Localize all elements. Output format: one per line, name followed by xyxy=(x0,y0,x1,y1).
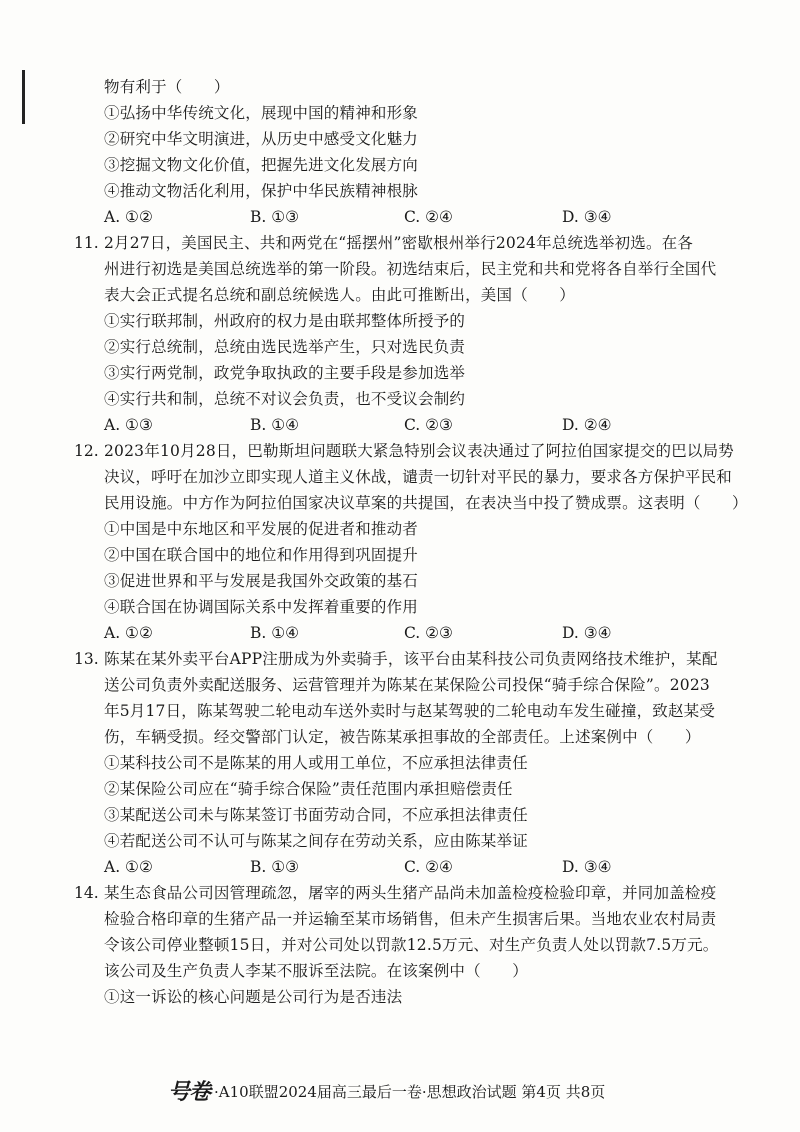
q12-item-3: ③促进世界和平与发展是我国外交政策的基石 xyxy=(104,572,419,590)
q14-stem-4: 该公司及生产负责人李某不服诉至法院。在该案例中（ ） xyxy=(104,962,528,980)
q13-stem-1: 陈某在某外卖平台APP注册成为外卖骑手，该平台由某科技公司负责网络技术维护，某配 xyxy=(104,650,718,668)
q10-item-2: ②研究中华文明演进，从历史中感受文化魅力 xyxy=(104,130,419,148)
q12-option-a: A. ①② xyxy=(104,624,153,642)
q10-option-a: A. ①② xyxy=(104,208,153,226)
q11-item-3: ③实行两党制，政党争取执政的主要手段是参加选举 xyxy=(104,364,466,382)
q13-item-4: ④若配送公司不认可与陈某之间存在劳动关系，应由陈某举证 xyxy=(104,832,528,850)
q12-stem-3: 民用设施。中方作为阿拉伯国家决议草案的共提国，在表决当中投了赞成票。这表明（ ） xyxy=(104,494,748,512)
q13-item-1: ①某科技公司不是陈某的用人或用工单位，不应承担法律责任 xyxy=(104,754,528,772)
q13-stem-4: 伤，车辆受损。经交警部门认定，被告陈某承担事故的全部责任。上述案例中（ ） xyxy=(104,728,701,746)
q12-stem-1: 2023年10月28日，巴勒斯坦问题联大紧急特别会议表决通过了阿拉伯国家提交的巴以局势 xyxy=(104,442,734,460)
q12-item-4: ④联合国在协调国际关系中发挥着重要的作用 xyxy=(104,598,419,616)
q13-option-d: D. ③④ xyxy=(562,858,612,876)
q14-number: 14. xyxy=(74,884,99,902)
q12-stem-2: 决议，呼吁在加沙立即实现人道主义休战，谴责一切针对平民的暴力，要求各方保护平民和 xyxy=(104,468,733,486)
q13-stem-2: 送公司负责外卖配送服务、运营管理并为陈某在某保险公司投保“骑手综合保险”。2023 xyxy=(104,676,710,694)
q11-item-4: ④实行共和制，总统不对议会负责，也不受议会制约 xyxy=(104,390,466,408)
q11-stem-3: 表大会正式提名总统和副总统候选人。由此可推断出，美国（ ） xyxy=(104,286,576,304)
q11-item-2: ②实行总统制，总统由选民选举产生，只对选民负责 xyxy=(104,338,466,356)
q11-stem-1: 2月27日，美国民主、共和两党在“摇摆州”密歇根州举行2024年总统选举初选。在各 xyxy=(104,234,694,252)
q12-option-b: B. ①④ xyxy=(250,624,300,642)
q10-item-3: ③挖掘文物文化价值，把握先进文化发展方向 xyxy=(104,156,419,174)
q14-stem-1: 某生态食品公司因管理疏忽，屠宰的两头生猪产品尚未加盖检疫检验印章，并同加盖检疫 xyxy=(104,884,717,902)
q14-stem-3: 令该公司停业整顿15日，并对公司处以罚款12.5万元、对生产负责人处以罚款7.5万元。 xyxy=(104,936,719,954)
q13-option-a: A. ①② xyxy=(104,858,153,876)
q12-option-d: D. ③④ xyxy=(562,624,612,642)
q13-item-3: ③某配送公司未与陈某签订书面劳动合同，不应承担法律责任 xyxy=(104,806,528,824)
q11-option-a: A. ①③ xyxy=(104,416,153,434)
q11-option-b: B. ①④ xyxy=(250,416,300,434)
q11-stem-2: 州进行初选是美国总统选举的第一阶段。初选结束后，民主党和共和党将各自举行全国代 xyxy=(104,260,717,278)
q10-option-d: D. ③④ xyxy=(562,208,612,226)
q12-number: 12. xyxy=(74,442,99,460)
q13-stem-3: 年5月17日，陈某驾驶二轮电动车送外卖时与赵某驾驶的二轮电动车发生碰撞，致赵某受 xyxy=(104,702,716,720)
q11-item-1: ①实行联邦制，州政府的权力是由联邦整体所授予的 xyxy=(104,312,466,330)
q14-item-1: ①这一诉讼的核心问题是公司行为是否违法 xyxy=(104,988,403,1006)
q10-item-1: ①弘扬中华传统文化，展现中国的精神和形象 xyxy=(104,104,419,122)
q10-item-4: ④推动文物活化利用，保护中华民族精神根脉 xyxy=(104,182,419,200)
brand-logo: 号卷 xyxy=(168,1079,211,1105)
q11-option-c: C. ②③ xyxy=(404,416,453,434)
q10-option-c: C. ②④ xyxy=(404,208,453,226)
q13-number: 13. xyxy=(74,650,99,668)
footer-text: ·A10联盟2024届高三最后一卷·思想政治试题 第4页 共8页 xyxy=(214,1083,606,1101)
q14-stem-2: 检验合格印章的生猪产品一并运输至某市场销售，但未产生损害后果。当地农业农村局责 xyxy=(104,910,717,928)
q11-number: 11. xyxy=(74,234,99,252)
q13-item-2: ②某保险公司应在“骑手综合保险”责任范围内承担赔偿责任 xyxy=(104,780,513,798)
q10-stem: 物有利于（ ） xyxy=(104,78,230,96)
q12-item-1: ①中国是中东地区和平发展的促进者和推动者 xyxy=(104,520,419,538)
q13-option-c: C. ②④ xyxy=(404,858,453,876)
q11-option-d: D. ②④ xyxy=(562,416,612,434)
page-footer xyxy=(168,1079,606,1105)
q12-option-c: C. ②③ xyxy=(404,624,453,642)
q13-option-b: B. ①③ xyxy=(250,858,300,876)
q12-item-2: ②中国在联合国中的地位和作用得到巩固提升 xyxy=(104,546,419,564)
margin-bar xyxy=(22,70,25,124)
q10-option-b: B. ①③ xyxy=(250,208,300,226)
